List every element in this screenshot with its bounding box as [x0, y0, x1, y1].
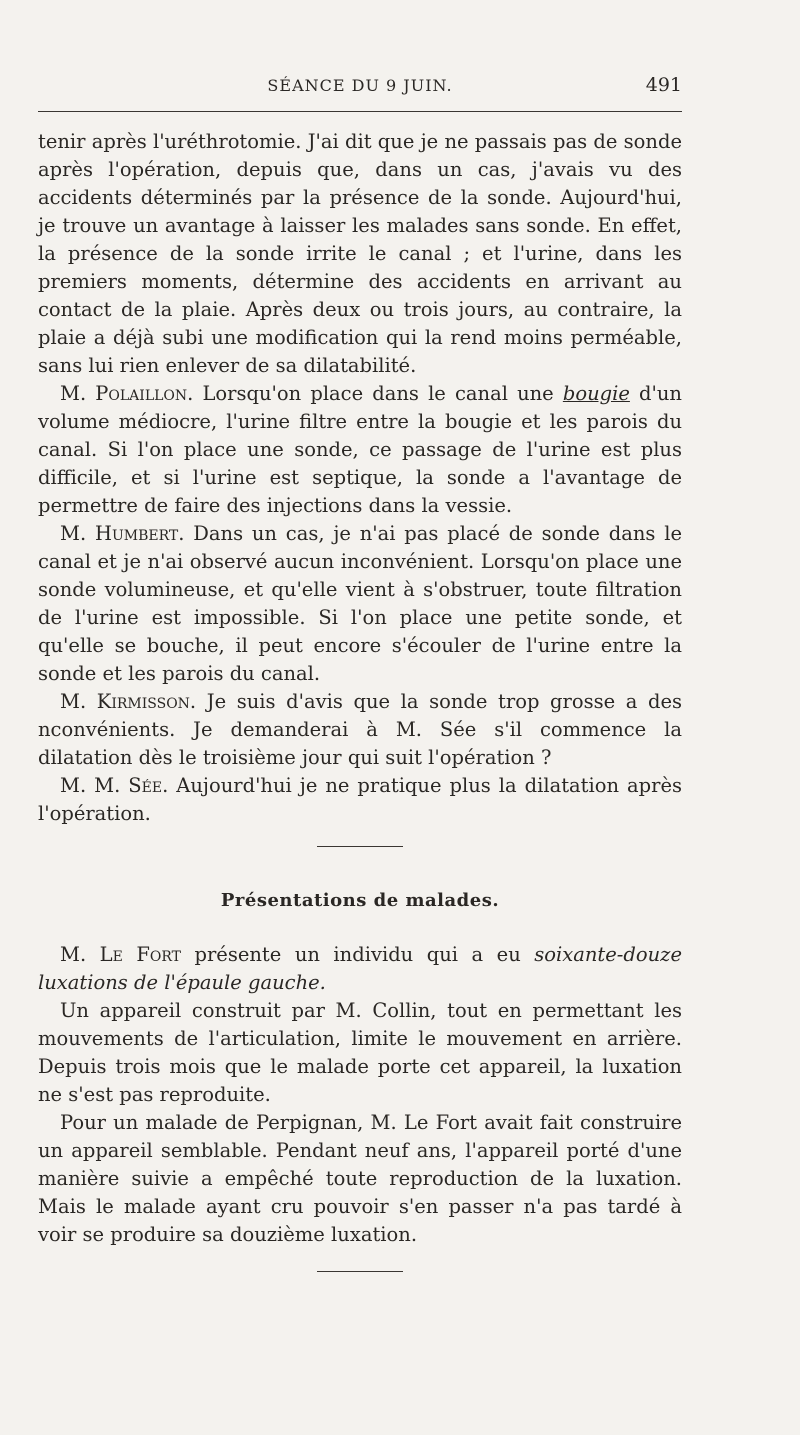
section-divider: [317, 846, 403, 847]
paragraph-text: présente un individu qui a eu: [180, 943, 535, 966]
paragraph-humbert: [38, 520, 682, 688]
paragraph-kirmisson: [38, 688, 682, 772]
emphasis-text: soixante-douze luxations de l'épaule gauche.: [38, 943, 682, 994]
paragraph-perpignan: Pour un malade de Perpignan, M. Le Fort avait fait construire un appareil semblable. Pendant neuf ans, l'appareil porté d'une manière suivie a empêché toute reproduction de la luxation. Mais le malade ayant cru pouvoir s'en passer n'a pas tardé à voir se produire sa douzième luxation.: [38, 1111, 682, 1246]
paragraph-text: d'un volume médiocre, l'urine filtre entre la bougie et les parois du canal. Si l'on place une sonde, ce passage de l'urine est plus difficile, et si l'urine est septique, la sonde a l'avantage de permettre de faire des injections dans la vessie.: [38, 382, 682, 517]
paragraph-text: Aujourd'hui je ne pratique plus la dilatation après l'opération.: [38, 774, 682, 825]
running-title: SÉANCE DU 9 JUIN.: [267, 76, 453, 95]
section-heading: Présentations de malades.: [220, 890, 500, 911]
speaker-name: M. M. Sée.: [60, 774, 169, 797]
paragraph-text: Lorsqu'on place dans le canal une: [193, 382, 563, 405]
speaker-name: M. Kirmisson.: [60, 690, 197, 713]
running-header: [38, 76, 682, 100]
paragraph-see: [38, 772, 682, 828]
speaker-name: M. Le Fort: [60, 943, 181, 966]
speaker-name: M. Polaillon.: [60, 382, 194, 405]
page-body: [38, 128, 682, 1272]
speaker-name: M. Humbert.: [60, 522, 185, 545]
emphasis-text: bougie: [562, 382, 630, 405]
header-rule: [38, 111, 682, 112]
paragraph-polaillon: [38, 380, 682, 520]
page-number: 491: [645, 74, 682, 96]
end-divider: [317, 1271, 403, 1272]
paragraph-text: Je suis d'avis que la sonde trop grosse a des nconvénients. Je demanderai à M. Sée s'il commence la dilatation dès le troisième jour qui suit l'opération ?: [38, 690, 682, 769]
paragraph-appareil: Un appareil construit par M. Collin, tout en permettant les mouvements de l'articulation, limite le mouvement en arrière. Depuis trois mois que le malade porte cet appareil, la luxation ne s'est pas reproduite.: [38, 999, 682, 1106]
paragraph-text: Dans un cas, je n'ai pas placé de sonde dans le canal et je n'ai observé aucun inconvénient. Lorsqu'on place une sonde volumineuse, et qu'elle vient à s'obstruer, toute filtration de l'urine est impossible. Si l'on place une petite sonde, et qu'elle se bouche, il peut encore s'écouler de l'urine entre la sonde et les parois du canal.: [38, 522, 682, 685]
paragraph-le-fort: [38, 941, 682, 997]
paragraph-continuation: tenir après l'uréthrotomie. J'ai dit que je ne passais pas de sonde après l'opération, depuis que, dans un cas, j'avais vu des accidents déterminés par la présence de la sonde. Aujourd'hui, je trouve un avantage à laisser les malades sans sonde. En effet, la présence de la sonde irrite le canal ; et l'urine, dans les premiers moments, détermine des accidents en arrivant au contact de la plaie. Après deux ou trois jours, au contraire, la plaie a déjà subi une modification qui la rend moins perméable, sans lui rien enlever de sa dilatabilité.: [38, 130, 682, 377]
